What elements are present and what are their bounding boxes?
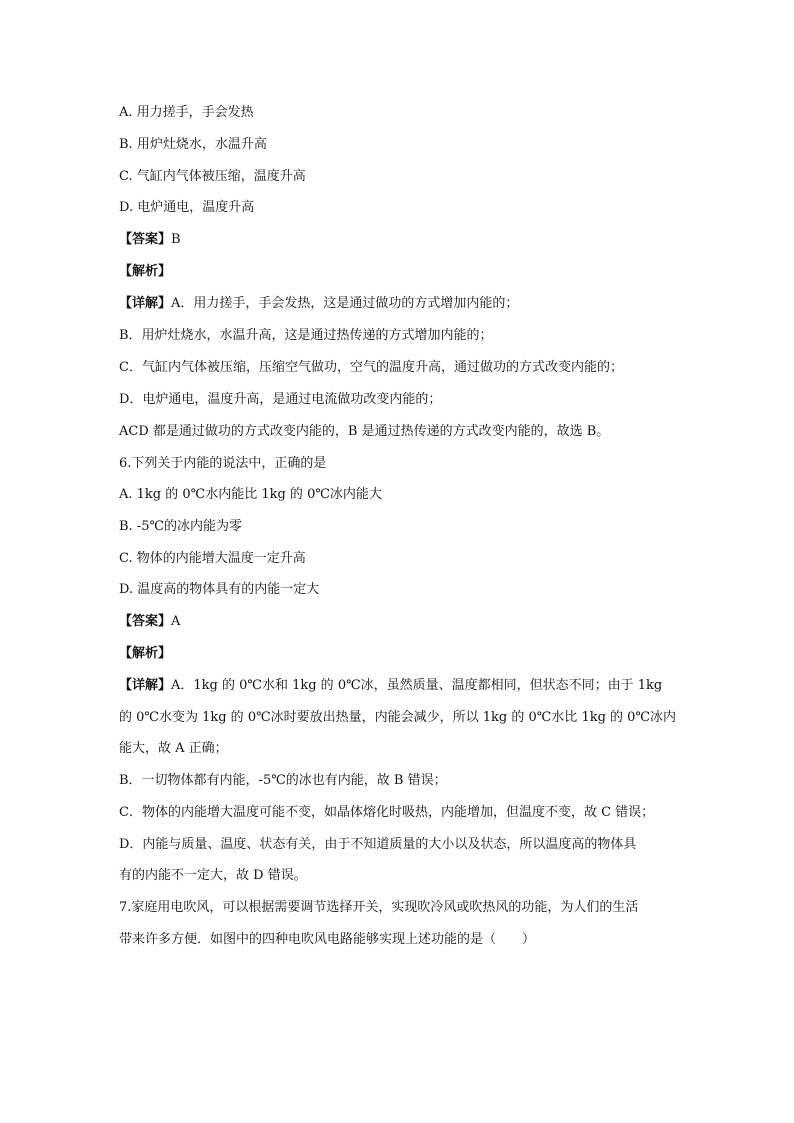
q5-detail-line-3: C．气缸内气体被压缩，压缩空气做功，空气的温度升高，通过做功的方式改变内能的； [119,360,623,375]
q6-option-a: A. 1kg 的 0℃水内能比 1kg 的 0℃冰内能大 [119,487,382,502]
q7-stem-line-2: 带来许多方便．如图中的四种电吹风电路能够实现上述功能的是（ ） [119,932,536,947]
q6-answer-value: A [171,614,181,629]
q6-analysis-heading [119,645,679,663]
q6-answer [119,613,679,631]
q5-option-c: C. 气缸内气体被压缩，温度升高 [119,169,306,184]
q6-option-d: D. 温度高的物体具有的内能一定大 [119,582,320,597]
q5-answer-value: B [171,232,181,247]
q6-analysis-tag: 【解析】 [119,646,172,661]
q5-answer [119,231,679,249]
q5-analysis-tag: 【解析】 [119,264,172,279]
q5-analysis-heading [119,263,679,281]
q6-detail-line-3: 能大，故 A 正确； [119,741,228,756]
q6-stem: 6.下列关于内能的说法中，正确的是 [119,456,327,471]
q6-detail-line-4: B．一切物体都有内能，-5℃的冰也有内能，故 B 错误； [119,773,447,788]
q5-detail-line-5: ACD 都是通过做功的方式改变内能的，B 是通过热传递的方式改变内能的，故选 B。 [119,424,610,439]
q5-answer-tag: 【答案】 [119,232,172,247]
q5-detail-line-4: D．电炉通电，温度升高，是通过电流做功改变内能的； [119,392,442,407]
q6-option-c: C. 物体的内能增大温度一定升高 [119,551,306,566]
q6-option-b: B. -5℃的冰内能为零 [119,519,243,534]
q5-detail-line-1 [119,295,679,313]
q6-detail-line-1 [119,677,679,695]
q6-detail-line-5: C．物体的内能增大温度可能不变，如晶体熔化时吸热，内能增加，但温度不变，故 C 错误； [119,805,655,820]
q5-option-d: D. 电炉通电，温度升高 [119,200,255,215]
q5-detail-text-1: A．用力搓手，手会发热，这是通过做功的方式增加内能的； [171,296,519,311]
q6-answer-tag: 【答案】 [119,614,172,629]
q6-detail-tag: 【详解】 [119,678,172,693]
q6-detail-text-1: A．1kg 的 0℃水和 1kg 的 0℃冰，虽然质量、温度都相同，但状态不同；由于 1kg [171,678,663,693]
q7-stem-line-1: 7.家庭用电吹风，可以根据需要调节选择开关，实现吹冷风或吹热风的功能，为人们的生活 [119,900,639,915]
q5-option-b: B. 用炉灶烧水，水温升高 [119,137,267,152]
q6-detail-line-7: 有的内能不一定大，故 D 错误。 [119,868,307,883]
q5-detail-line-2: B．用炉灶烧水，水温升高，这是通过热传递的方式增加内能的； [119,328,493,343]
q5-detail-tag: 【详解】 [119,296,172,311]
q6-detail-line-6: D．内能与质量、温度、状态有关，由于不知道质量的大小以及状态，所以温度高的物体具 [119,837,637,852]
q6-detail-line-2: 的 0℃水变为 1kg 的 0℃冰时要放出热量，内能会减少，所以 1kg 的 0℃水比 1kg 的 0℃冰内 [119,710,676,725]
q5-option-a: A. 用力搓手，手会发热 [119,105,254,120]
